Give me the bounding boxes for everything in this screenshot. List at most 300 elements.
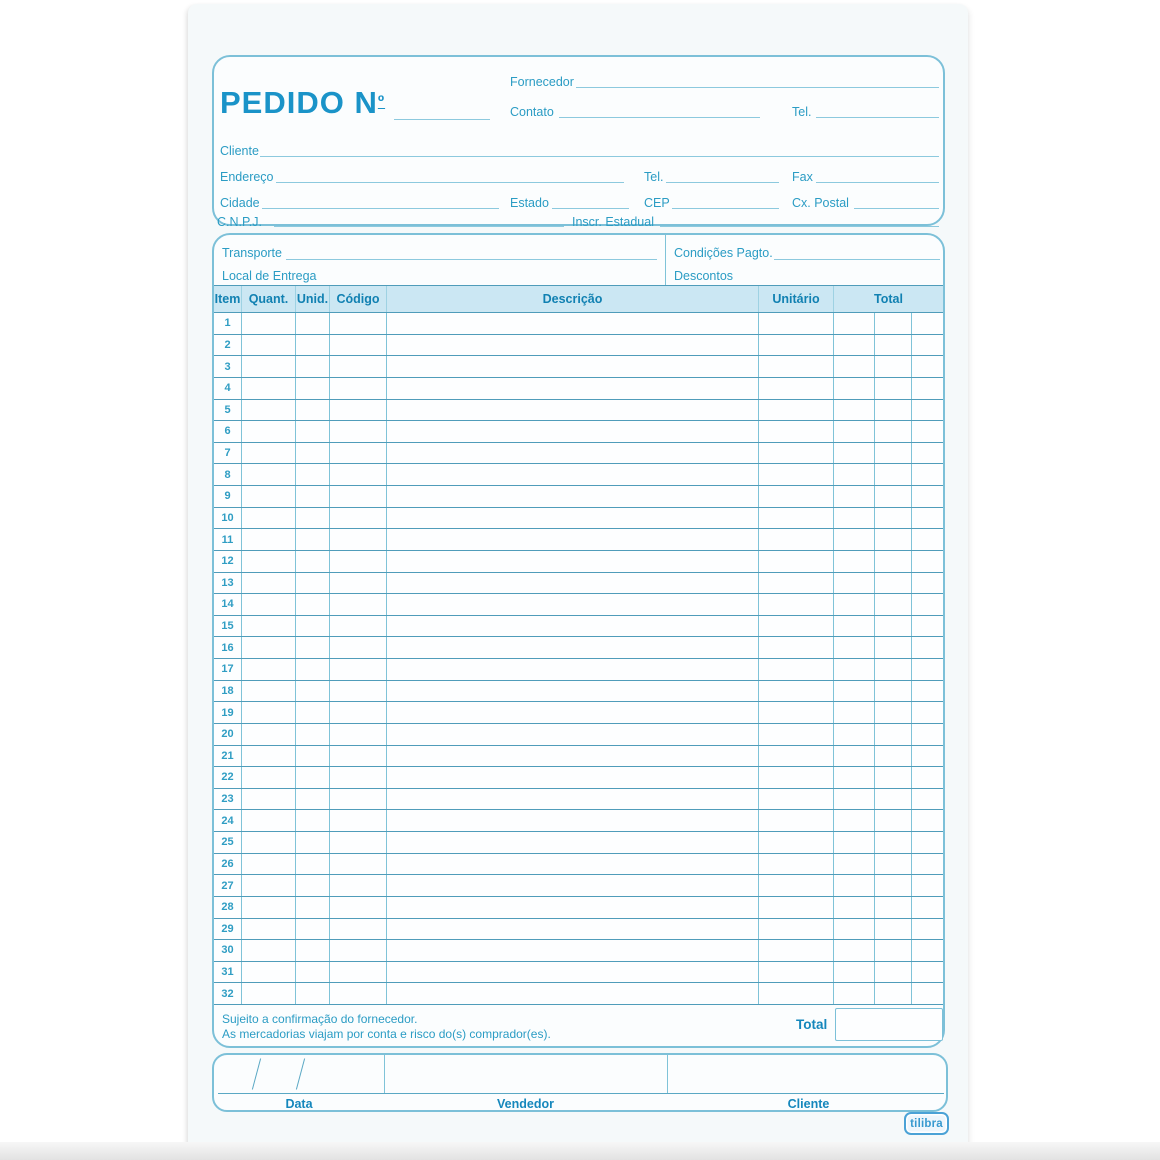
items-table (214, 285, 943, 1005)
item-number-cell: 17 (214, 659, 242, 680)
condicoes-pagto-line (774, 259, 940, 260)
total-cell-b (875, 746, 912, 767)
unitario-cell (759, 464, 834, 485)
codigo-cell (330, 940, 387, 961)
item-number-cell: 16 (214, 637, 242, 658)
endereco-tel-line (666, 182, 779, 183)
descricao-cell (387, 573, 759, 594)
codigo-cell (330, 659, 387, 680)
total-cell-c (912, 529, 943, 550)
quant-cell (242, 356, 296, 377)
data-label: Data (285, 1097, 313, 1111)
total-cell-b (875, 443, 912, 464)
item-number-cell: 18 (214, 681, 242, 702)
table-row (214, 896, 943, 918)
codigo-cell (330, 832, 387, 853)
fornecedor-label: Fornecedor (510, 75, 574, 89)
estado-line (552, 208, 629, 209)
item-number-cell: 10 (214, 508, 242, 529)
total-cell-a (834, 335, 875, 356)
table-row (214, 420, 943, 442)
quant-cell (242, 940, 296, 961)
total-cell-b (875, 356, 912, 377)
table-row (214, 355, 943, 377)
descricao-cell (387, 897, 759, 918)
total-cell-c (912, 702, 943, 723)
item-number-cell: 30 (214, 940, 242, 961)
total-cell-a (834, 854, 875, 875)
total-cell-a (834, 983, 875, 1004)
unitario-cell (759, 616, 834, 637)
quant-cell (242, 767, 296, 788)
cidade-label: Cidade (220, 196, 260, 210)
table-row (214, 399, 943, 421)
transporte-label: Transporte (222, 246, 282, 260)
codigo-cell (330, 356, 387, 377)
item-number-cell: 5 (214, 400, 242, 421)
total-cell-a (834, 529, 875, 550)
descricao-cell (387, 681, 759, 702)
unitario-cell (759, 486, 834, 507)
item-number-cell: 3 (214, 356, 242, 377)
item-number-cell: 32 (214, 983, 242, 1004)
total-cell-c (912, 810, 943, 831)
total-cell-a (834, 919, 875, 940)
total-cell-b (875, 529, 912, 550)
total-cell-c (912, 767, 943, 788)
descricao-cell (387, 702, 759, 723)
table-row (214, 788, 943, 810)
total-cell-a (834, 875, 875, 896)
cliente-label: Cliente (220, 144, 259, 158)
quant-cell (242, 810, 296, 831)
total-cell-b (875, 400, 912, 421)
estado-label: Estado (510, 196, 549, 210)
quant-cell (242, 551, 296, 572)
unid-cell (296, 962, 330, 983)
descricao-cell (387, 486, 759, 507)
codigo-cell (330, 464, 387, 485)
total-cell-c (912, 400, 943, 421)
total-cell-b (875, 854, 912, 875)
unid-cell (296, 767, 330, 788)
total-cell-a (834, 637, 875, 658)
item-number-cell: 15 (214, 616, 242, 637)
unid-cell (296, 573, 330, 594)
unitario-cell (759, 983, 834, 1004)
codigo-cell (330, 789, 387, 810)
codigo-cell (330, 962, 387, 983)
contato-tel-line (816, 117, 939, 118)
unid-cell (296, 681, 330, 702)
total-cell-b (875, 464, 912, 485)
item-number-cell: 11 (214, 529, 242, 550)
quant-cell (242, 983, 296, 1004)
table-row (214, 313, 943, 334)
codigo-cell (330, 767, 387, 788)
unitario-cell (759, 400, 834, 421)
total-cell-c (912, 962, 943, 983)
table-row (214, 766, 943, 788)
fax-label: Fax (792, 170, 813, 184)
total-cell-c (912, 854, 943, 875)
codigo-cell (330, 594, 387, 615)
total-cell-b (875, 832, 912, 853)
contato-tel-label: Tel. (792, 105, 812, 119)
main-box (212, 233, 945, 1048)
descricao-cell (387, 789, 759, 810)
unid-cell (296, 508, 330, 529)
table-row (214, 701, 943, 723)
unitario-cell (759, 724, 834, 745)
total-cell-a (834, 421, 875, 442)
codigo-cell (330, 681, 387, 702)
unitario-cell (759, 313, 834, 334)
table-row (214, 982, 943, 1004)
table-row (214, 377, 943, 399)
item-number-cell: 2 (214, 335, 242, 356)
unitario-cell (759, 854, 834, 875)
total-cell-c (912, 356, 943, 377)
endereco-label: Endereço (220, 170, 274, 184)
codigo-cell (330, 637, 387, 658)
cidade-line (262, 208, 499, 209)
unitario-cell (759, 508, 834, 529)
total-cell-c (912, 637, 943, 658)
item-number-cell: 28 (214, 897, 242, 918)
total-cell-a (834, 746, 875, 767)
unitario-cell (759, 940, 834, 961)
fornecedor-line (576, 87, 939, 88)
descontos-label: Descontos (674, 269, 734, 283)
fax-line (816, 182, 939, 183)
unitario-cell (759, 897, 834, 918)
unid-cell (296, 313, 330, 334)
table-row (214, 853, 943, 875)
risk-note: As mercadorias viajam por conta e risco do(s) comprador(es). (222, 1027, 551, 1041)
contato-line (559, 117, 760, 118)
total-cell-b (875, 637, 912, 658)
unid-cell (296, 400, 330, 421)
codigo-cell (330, 724, 387, 745)
total-cell-c (912, 573, 943, 594)
unid-cell (296, 983, 330, 1004)
codigo-cell (330, 746, 387, 767)
total-cell-a (834, 464, 875, 485)
unid-cell (296, 486, 330, 507)
item-number-cell: 27 (214, 875, 242, 896)
item-number-cell: 19 (214, 702, 242, 723)
descricao-cell (387, 508, 759, 529)
unid-cell (296, 551, 330, 572)
total-cell-a (834, 573, 875, 594)
codigo-cell (330, 854, 387, 875)
codigo-cell (330, 313, 387, 334)
table-row (214, 572, 943, 594)
total-cell-a (834, 962, 875, 983)
total-cell-a (834, 832, 875, 853)
unitario-cell (759, 356, 834, 377)
total-cell-c (912, 508, 943, 529)
total-cell-c (912, 724, 943, 745)
unid-cell (296, 875, 330, 896)
total-cell-c (912, 940, 943, 961)
total-cell-c (912, 983, 943, 1004)
table-row (214, 745, 943, 767)
descricao-cell (387, 529, 759, 550)
cx-postal-line (854, 208, 939, 209)
descricao-cell (387, 378, 759, 399)
cliente-sig-label: Cliente (787, 1097, 830, 1111)
quant-cell (242, 681, 296, 702)
quant-cell (242, 378, 296, 399)
total-cell-c (912, 659, 943, 680)
quant-cell (242, 875, 296, 896)
inscr-estadual-label: Inscr. Estadual (572, 215, 654, 229)
quant-cell (242, 724, 296, 745)
total-cell-a (834, 443, 875, 464)
total-cell-b (875, 508, 912, 529)
cnpj-label: C.N.P.J. (217, 215, 262, 229)
descricao-cell (387, 940, 759, 961)
quant-cell (242, 400, 296, 421)
unitario-cell (759, 875, 834, 896)
total-cell-c (912, 443, 943, 464)
table-row (214, 874, 943, 896)
total-cell-a (834, 810, 875, 831)
quant-cell (242, 637, 296, 658)
table-row (214, 507, 943, 529)
unitario-cell (759, 962, 834, 983)
unid-cell (296, 356, 330, 377)
unid-cell (296, 789, 330, 810)
item-number-cell: 13 (214, 573, 242, 594)
total-cell-a (834, 767, 875, 788)
item-number-cell: 20 (214, 724, 242, 745)
total-cell-c (912, 551, 943, 572)
total-cell-a (834, 486, 875, 507)
total-cell-b (875, 767, 912, 788)
quant-cell (242, 702, 296, 723)
table-row (214, 485, 943, 507)
total-cell-b (875, 659, 912, 680)
quant-cell (242, 659, 296, 680)
descricao-cell (387, 616, 759, 637)
table-row (214, 636, 943, 658)
codigo-cell (330, 551, 387, 572)
quant-cell (242, 962, 296, 983)
quant-cell (242, 573, 296, 594)
unitario-cell (759, 919, 834, 940)
total-cell-b (875, 681, 912, 702)
descricao-cell (387, 875, 759, 896)
quant-cell (242, 313, 296, 334)
table-row (214, 658, 943, 680)
signature-box (212, 1053, 948, 1112)
descricao-cell (387, 746, 759, 767)
total-cell-b (875, 810, 912, 831)
quant-cell (242, 746, 296, 767)
total-cell-a (834, 789, 875, 810)
confirmation-note: Sujeito a confirmação do fornecedor. (222, 1012, 418, 1026)
table-row (214, 550, 943, 572)
cnpj-line (274, 226, 564, 227)
table-row (214, 593, 943, 615)
item-number-cell: 25 (214, 832, 242, 853)
condicoes-pagto-label: Condições Pagto. (674, 246, 773, 260)
descricao-cell (387, 356, 759, 377)
item-number-cell: 4 (214, 378, 242, 399)
unitario-cell (759, 421, 834, 442)
unid-cell (296, 637, 330, 658)
unid-cell (296, 897, 330, 918)
descricao-cell (387, 313, 759, 334)
pad-edge-shadow (0, 1142, 1160, 1160)
unid-cell (296, 659, 330, 680)
unid-cell (296, 594, 330, 615)
table-row (214, 831, 943, 853)
form-title (220, 85, 385, 120)
codigo-cell (330, 486, 387, 507)
header-quant: Quant. (242, 286, 296, 312)
order-number-line (394, 119, 490, 120)
descricao-cell (387, 421, 759, 442)
unid-cell (296, 724, 330, 745)
total-cell-c (912, 421, 943, 442)
total-cell-b (875, 551, 912, 572)
quant-cell (242, 421, 296, 442)
item-number-cell: 8 (214, 464, 242, 485)
unid-cell (296, 335, 330, 356)
cx-postal-label: Cx. Postal (792, 196, 849, 210)
descricao-cell (387, 832, 759, 853)
descricao-cell (387, 400, 759, 421)
quant-cell (242, 832, 296, 853)
unitario-cell (759, 810, 834, 831)
table-row (214, 961, 943, 983)
total-cell-b (875, 616, 912, 637)
total-cell-b (875, 335, 912, 356)
total-cell-b (875, 378, 912, 399)
total-cell-a (834, 356, 875, 377)
total-box (835, 1008, 943, 1041)
header-box (212, 55, 945, 229)
date-slash-2 (296, 1058, 305, 1089)
items-table-body (214, 313, 943, 1004)
table-row (214, 809, 943, 831)
total-cell-c (912, 313, 943, 334)
total-cell-c (912, 616, 943, 637)
total-cell-c (912, 875, 943, 896)
unitario-cell (759, 443, 834, 464)
descricao-cell (387, 443, 759, 464)
total-cell-a (834, 897, 875, 918)
inscr-estadual-line (660, 226, 939, 227)
total-cell-c (912, 832, 943, 853)
item-number-cell: 31 (214, 962, 242, 983)
quant-cell (242, 897, 296, 918)
total-cell-a (834, 659, 875, 680)
item-number-cell: 6 (214, 421, 242, 442)
descricao-cell (387, 659, 759, 680)
descricao-cell (387, 724, 759, 745)
total-cell-b (875, 594, 912, 615)
total-cell-c (912, 486, 943, 507)
item-number-cell: 23 (214, 789, 242, 810)
item-number-cell: 9 (214, 486, 242, 507)
unid-cell (296, 378, 330, 399)
codigo-cell (330, 378, 387, 399)
form-title-text: PEDIDO N (220, 85, 378, 120)
unid-cell (296, 810, 330, 831)
endereco-line (276, 182, 624, 183)
codigo-cell (330, 573, 387, 594)
shipping-divider (665, 235, 666, 285)
descricao-cell (387, 962, 759, 983)
codigo-cell (330, 810, 387, 831)
quant-cell (242, 335, 296, 356)
unitario-cell (759, 681, 834, 702)
descricao-cell (387, 594, 759, 615)
unitario-cell (759, 832, 834, 853)
total-cell-c (912, 746, 943, 767)
vendedor-label: Vendedor (497, 1097, 554, 1111)
total-cell-c (912, 681, 943, 702)
header-unitario: Unitário (759, 286, 834, 312)
descricao-cell (387, 983, 759, 1004)
codigo-cell (330, 421, 387, 442)
descricao-cell (387, 464, 759, 485)
total-cell-b (875, 940, 912, 961)
signature-divider-1 (384, 1055, 385, 1094)
quant-cell (242, 854, 296, 875)
unitario-cell (759, 529, 834, 550)
codigo-cell (330, 983, 387, 1004)
quant-cell (242, 919, 296, 940)
items-table-header (214, 286, 943, 313)
descricao-cell (387, 637, 759, 658)
table-row (214, 463, 943, 485)
item-number-cell: 21 (214, 746, 242, 767)
codigo-cell (330, 919, 387, 940)
endereco-tel-label: Tel. (644, 170, 664, 184)
total-label: Total (796, 1017, 828, 1032)
total-cell-b (875, 919, 912, 940)
total-cell-a (834, 378, 875, 399)
codigo-cell (330, 335, 387, 356)
header-descricao: Descrição (387, 286, 759, 312)
unid-cell (296, 616, 330, 637)
unid-cell (296, 529, 330, 550)
unitario-cell (759, 378, 834, 399)
transporte-line (286, 259, 657, 260)
quant-cell (242, 464, 296, 485)
signature-divider-2 (667, 1055, 668, 1094)
table-row (214, 442, 943, 464)
total-cell-b (875, 875, 912, 896)
item-number-cell: 29 (214, 919, 242, 940)
item-number-cell: 7 (214, 443, 242, 464)
codigo-cell (330, 897, 387, 918)
table-row (214, 680, 943, 702)
quant-cell (242, 486, 296, 507)
unitario-cell (759, 746, 834, 767)
table-row (214, 615, 943, 637)
item-number-cell: 22 (214, 767, 242, 788)
descricao-cell (387, 767, 759, 788)
descricao-cell (387, 919, 759, 940)
total-cell-a (834, 594, 875, 615)
